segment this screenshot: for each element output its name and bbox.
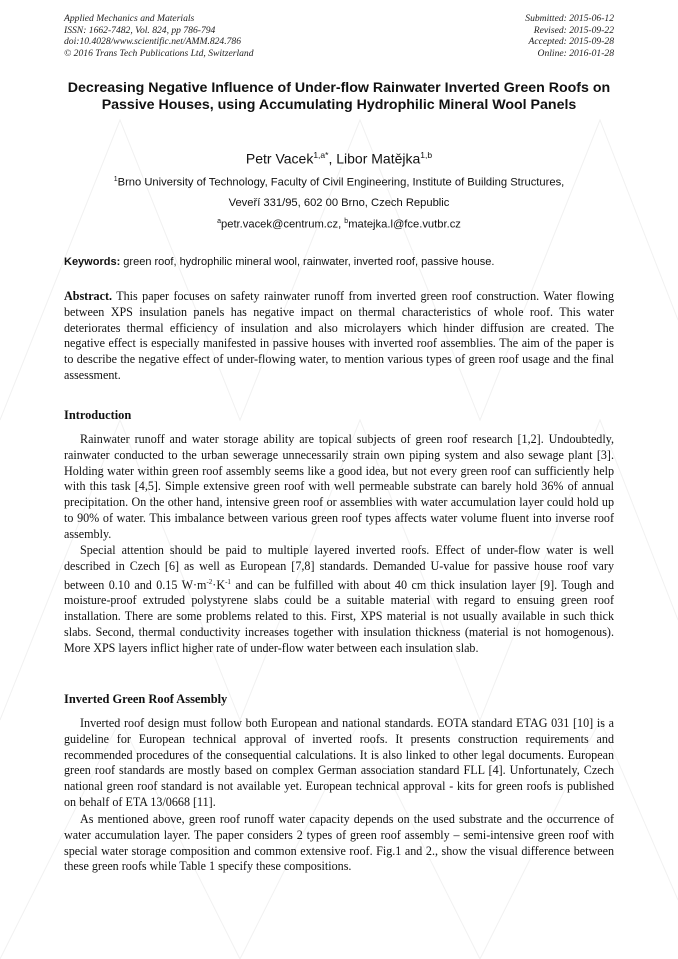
unit-exponent-2: -1: [225, 577, 231, 586]
abstract-text: This paper focuses on safety rainwater runoff from inverted green roof construction. Water flowing between XPS insulation panels has negative impact on thermal characteristics of whole roof. This water deteriorates thermal efficiency of insulation and also microlayers which hinder diffusion are created. The negative effect is especially manifested in passive houses with inverted roof assemblies. The aim of the paper is to describe the negative effect of under-flowing water, to mention various types of green roof usage and the final assessment.: [64, 289, 614, 382]
paragraph-2-text-c: and can be fulfilled with about 40 cm thick insulation layer [9]. Tough and moisture-proof extruded polystyrene slabs could be a suitable material with regard to ensuing green roof installation. There are some problems related to this. First, XPS material is not usually available in such thick slabs. Second, thermal conductivity increases together with insulation thickness (material is not homogenous). More XPS layers inflict higher rate of under-flow water between each insulation slab.: [64, 577, 614, 655]
journal-name: Applied Mechanics and Materials: [64, 13, 195, 24]
keywords-label: Keywords:: [64, 256, 121, 268]
author-separator: ,: [328, 150, 337, 167]
journal-info: [64, 13, 254, 59]
affiliation-institution: Brno University of Technology, Faculty of Civil Engineering, Institute of Building Structures,: [117, 176, 565, 189]
online-date: Online: 2016-01-28: [537, 47, 614, 59]
author-line: [0, 150, 678, 167]
paragraph-2-text-a: Special attention should be paid to multiple layered inverted roofs. Effect of under-flow water is well described in Czech [6] as well as European [7,8] standards. Demanded U-value for passive house roof vary between 0.10 and 0.15 W·m: [64, 543, 614, 592]
submission-dates: [525, 13, 614, 59]
paper-title: Decreasing Negative Influence of Under-flow Rainwater Inverted Green Roofs on Passive Houses, using Accumulating Hydrophilic Mineral Wool Panels: [67, 80, 611, 114]
keywords-text: green roof, hydrophilic mineral wool, rainwater, inverted roof, passive house.: [120, 256, 495, 268]
affiliation-line-2: Veveří 331/95, 602 00 Brno, Czech Republic: [228, 197, 450, 209]
introduction-paragraph-2: [64, 543, 614, 657]
assembly-paragraph-1: Inverted roof design must follow both European and national standards. EOTA standard ETAG 031 [10] is a guideline for European technical approval of inverted roofs. It presents construction requirements and recommended procedures of the consequential calculations. It is also linked to other legal documents. European green roof standards are mostly based on complex German association standard FLL [4]. Unfortunately, Czech national green roof standard is not available yet. European technical approval - kits for green roofs is published on behalf of ETA 13/0668 [11].: [64, 716, 614, 809]
author-2: Libor Matějka: [336, 150, 421, 167]
affiliation-superscript: 1: [113, 176, 118, 183]
paragraph-2-text-b: ·K: [212, 577, 226, 592]
doi-line: doi:10.4028/www.scientific.net/AMM.824.786: [64, 36, 242, 48]
assembly-heading: Inverted Green Roof Assembly: [64, 692, 228, 706]
abstract-label: Abstract.: [64, 289, 113, 303]
keywords: [64, 256, 616, 268]
copyright-line: © 2016 Trans Tech Publications Ltd, Switzerland: [64, 47, 254, 59]
author-1-superscript: 1,a*: [313, 150, 329, 160]
abstract: [64, 289, 614, 384]
author-2-superscript: 1,b: [420, 150, 433, 160]
email-a-superscript: a: [217, 218, 221, 225]
assembly-paragraph-2: As mentioned above, green roof runoff water capacity depends on the used substrate and the occurrence of water accumulation layer. The paper considers 2 types of green roof assembly – semi-intensive green roof with special water storage composition and common extensive roof. Fig.1 and 2., show the visual difference between these green roofs while Table 1 specify these compositions.: [64, 812, 614, 874]
introduction-paragraph-1: Rainwater runoff and water storage ability are topical subjects of green roof research [1,2]. Undoubtedly, rainwater conducted to the urban sewerage unnecessarily strain own piping system and also sewage plant [3]. Holding water within green roof assembly seems like a good idea, but not every green roof can sufficiently help with this task [4,5]. Simple extensive green roof with well permeable substrate can barely hold 36% of annual precipitation. On the other hand, intensive green roof or assemblies with water accumulation layer could hold up to 90% of water. This imbalance between various green roof types affects water volume fluent into inverse roof assembly.: [64, 432, 614, 541]
email-a: petr.vacek@centrum.cz: [221, 218, 339, 231]
issn-line: ISSN: 1662-7482, Vol. 824, pp 786-794: [64, 24, 216, 36]
email-b: matejka.l@fce.vutbr.cz: [348, 218, 461, 231]
revised-date: Revised: 2015-09-22: [533, 24, 614, 36]
author-1: Petr Vacek: [245, 150, 314, 167]
introduction-heading: Introduction: [64, 408, 132, 422]
email-separator: ,: [338, 218, 345, 231]
accepted-date: Accepted: 2015-09-28: [528, 36, 614, 48]
email-b-superscript: b: [344, 218, 349, 225]
affiliation-line-1: [0, 176, 678, 189]
email-line: [0, 218, 678, 231]
submitted-date: Submitted: 2015-06-12: [525, 13, 614, 24]
unit-exponent-1: -2: [206, 577, 213, 586]
